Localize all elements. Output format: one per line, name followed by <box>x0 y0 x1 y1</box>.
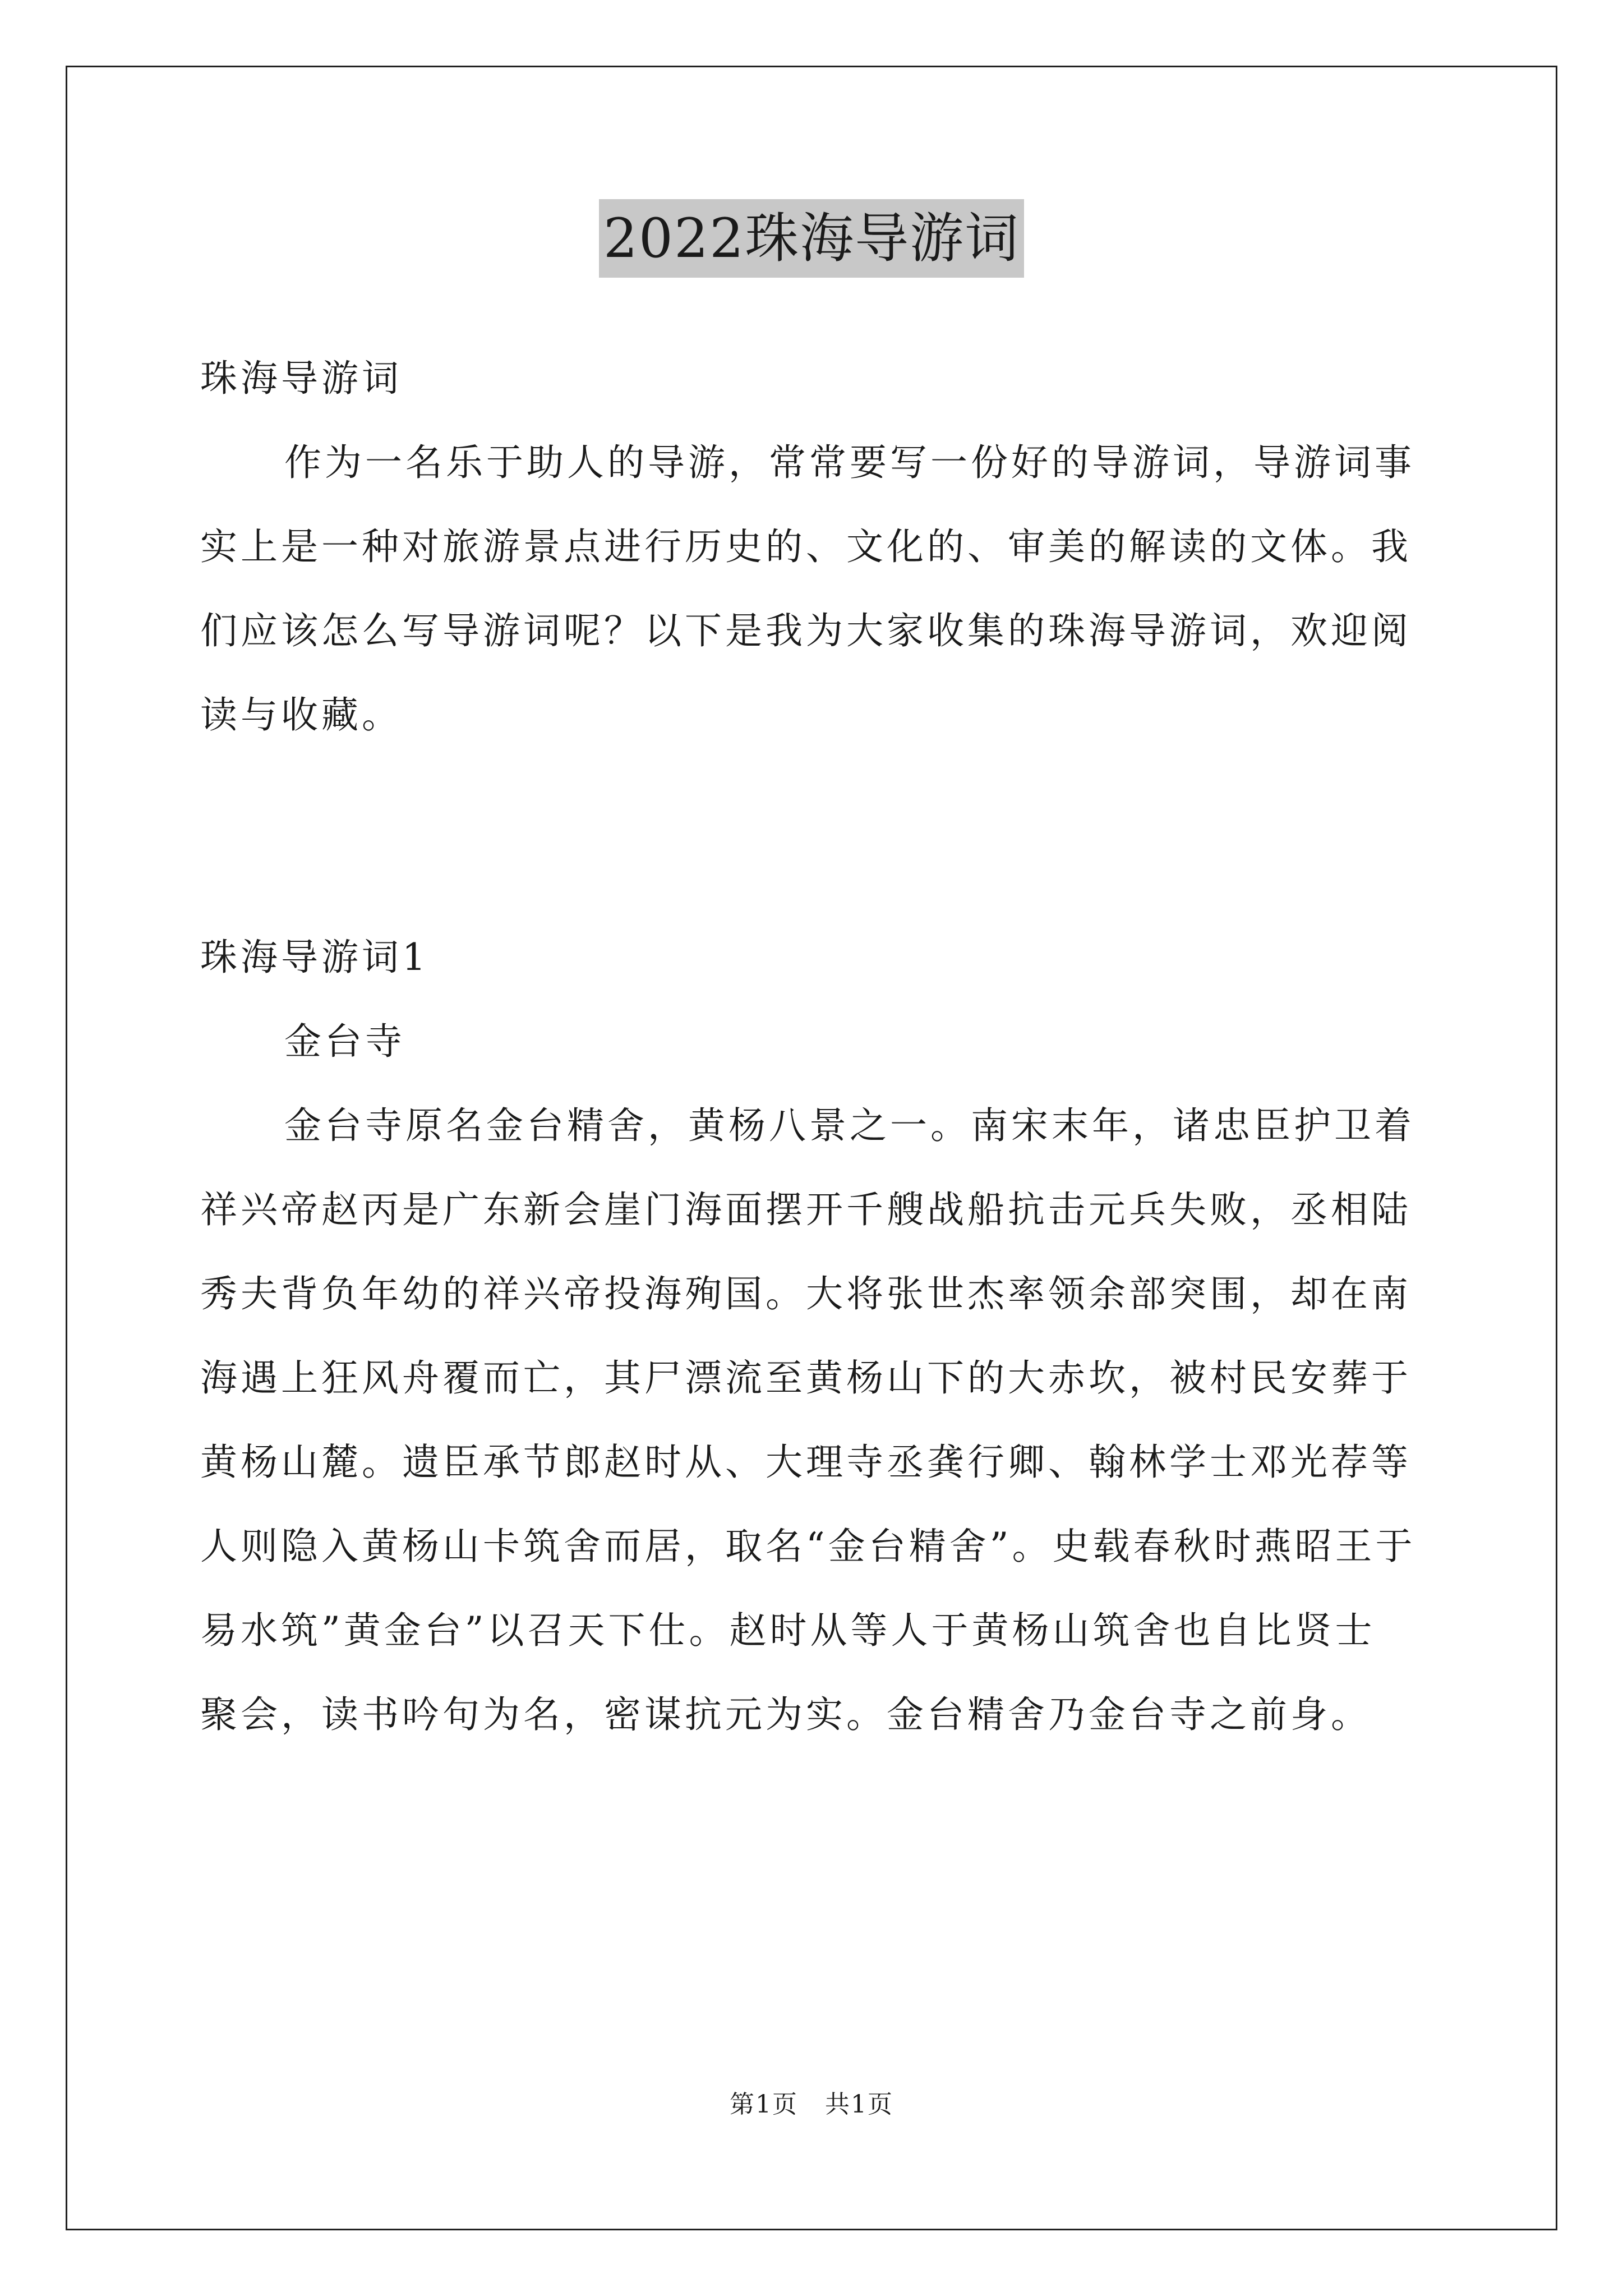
paragraph-spacer <box>200 794 1428 878</box>
text-line: 实上是一种对旅游景点进行历史的、文化的、审美的解读的文体。我 <box>200 525 1412 568</box>
text-line: 作为一名乐于助人的导游，常常要写一份好的导游词，导游词事 <box>284 441 1415 484</box>
text-line: 聚会，读书吟句为名，密谋抗元为实。金台精舍乃金台寺之前身。 <box>200 1693 1371 1736</box>
document-body <box>200 337 1428 1757</box>
text-line: 们应该怎么写导游词呢？以下是我为大家收集的珠海导游词，欢迎阅 <box>200 609 1412 652</box>
text-line: 易水筑”黄金台”以召天下仕。赵时从等人于黄杨山筑舍也自比贤士 <box>200 1609 1376 1652</box>
text-line: 黄杨山麓。遗臣承节郎赵时从、大理寺丞龚行卿、翰林学士邓光荐等 <box>200 1441 1412 1484</box>
text-line: 金台寺原名金台精舍，黄杨八景之一。南宋末年，诸忠臣护卫着 <box>284 1104 1415 1147</box>
text-line: 读与收藏。 <box>200 693 402 737</box>
text-line: 秀夫背负年幼的祥兴帝投海殉国。大将张世杰率领余部突围，却在南 <box>200 1272 1412 1315</box>
text-line: 人则隐入黄杨山卡筑舍而居，取名“金台精舍”。史载春秋时燕昭王于 <box>200 1525 1416 1568</box>
document-title: 2022珠海导游词 <box>599 199 1024 278</box>
text-line: 祥兴帝赵丙是广东新会崖门海面摆开千艘战船抗击元兵失败，丞相陆 <box>200 1188 1412 1231</box>
document-title-wrapper <box>0 199 1623 278</box>
text-line: 金台寺 <box>284 1020 405 1063</box>
page-footer <box>0 2084 1623 2120</box>
text-line: 珠海导游词1 <box>200 936 429 979</box>
text-line: 珠海导游词 <box>200 357 402 400</box>
text-line: 海遇上狂风舟覆而亡，其尸漂流至黄杨山下的大赤坎，被村民安葬于 <box>200 1356 1412 1400</box>
page-total: 共1页 <box>824 2090 893 2119</box>
page-number: 第1页 <box>730 2090 799 2119</box>
